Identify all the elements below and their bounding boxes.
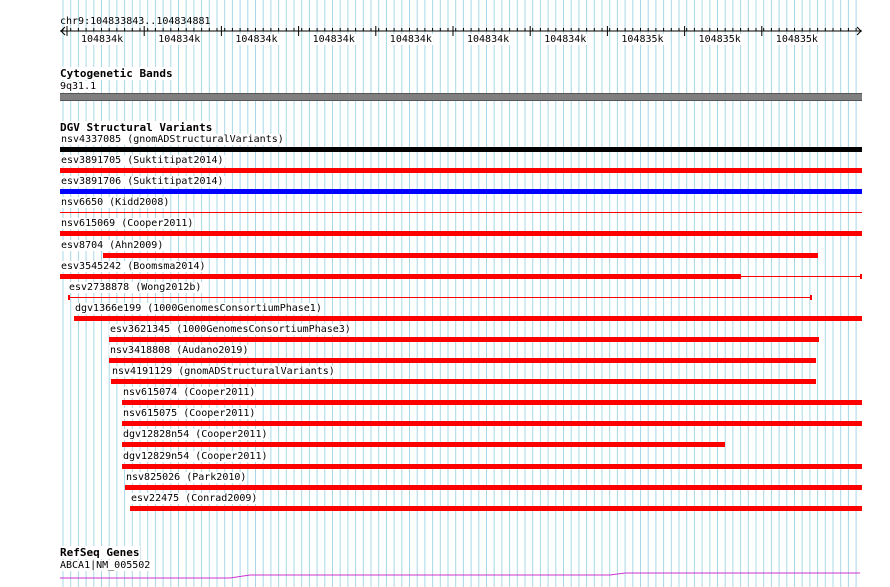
variant-label: esv3891706 (Suktitipat2014) — [61, 176, 224, 188]
ruler-tick-label: 104834k — [544, 34, 587, 45]
variant-label: dgv12828n54 (Cooper2011) — [123, 429, 268, 441]
variant-label: nsv6650 (Kidd2008) — [61, 197, 170, 209]
variant-label: nsv615069 (Cooper2011) — [61, 218, 194, 230]
variant-cap — [860, 274, 862, 279]
ruler-tick-label: 104834k — [389, 34, 432, 45]
variant-label: dgv12829n54 (Cooper2011) — [123, 450, 268, 462]
variant-label: nsv615074 (Cooper2011) — [123, 387, 256, 399]
variant-bar[interactable] — [109, 337, 819, 342]
variant-label: esv8704 (Ahn2009) — [61, 239, 164, 251]
cytoband-bar[interactable] — [60, 93, 862, 101]
variant-cap — [68, 295, 70, 300]
cytoband-title: Cytogenetic Bands — [60, 67, 173, 80]
variant-bar[interactable] — [68, 297, 812, 298]
variant-bar[interactable] — [60, 212, 862, 213]
ruler-tick-label: 104834k — [312, 34, 355, 45]
cytoband-label: 9q31.1 — [60, 81, 97, 92]
variant-bar[interactable] — [60, 189, 862, 194]
variant-label: nsv615075 (Cooper2011) — [123, 408, 256, 420]
variant-bar[interactable] — [111, 379, 816, 384]
variant-label: nsv3418808 (Audano2019) — [110, 345, 249, 356]
variant-label: esv3891705 (Suktitipat2014) — [61, 155, 224, 167]
variant-cap — [60, 274, 62, 279]
ruler-tick-label: 104834k — [81, 34, 124, 45]
ruler-tick-label: 104835k — [775, 34, 818, 45]
ruler-tick-label: 104834k — [235, 34, 278, 45]
refseq-gene-line[interactable] — [0, 570, 890, 580]
ruler-axis — [0, 26, 890, 40]
variant-bar[interactable] — [122, 400, 862, 405]
refseq-title: RefSeq Genes — [60, 546, 140, 559]
variant-bar[interactable] — [74, 316, 862, 321]
variant-label: esv3545242 (Boomsma2014) — [61, 260, 206, 272]
dgv-title: DGV Structural Variants — [60, 121, 213, 134]
variant-bar[interactable] — [122, 421, 862, 426]
variant-bar[interactable] — [60, 147, 862, 152]
variant-label: nsv4191129 (gnomADStructuralVariants) — [112, 366, 335, 378]
variant-label: esv2738878 (Wong2012b) — [69, 281, 202, 293]
variant-bar[interactable] — [103, 253, 818, 258]
ruler-tick-label: 104834k — [158, 34, 201, 45]
variant-bar[interactable] — [122, 464, 862, 469]
variant-bar[interactable] — [60, 231, 862, 236]
variant-bar[interactable] — [109, 358, 816, 363]
ruler-tick-label: 104835k — [698, 34, 741, 45]
ruler-tick-label: 104834k — [467, 34, 510, 45]
variant-label: nsv825026 (Park2010) — [126, 471, 247, 483]
variant-bar-tail[interactable] — [741, 276, 862, 277]
variant-label: esv3621345 (1000GenomesConsortiumPhase3) — [110, 323, 351, 335]
variant-cap — [810, 295, 812, 300]
ruler-tick-label: 104835k — [621, 34, 664, 45]
location-label: chr9:104833843..104834881 — [60, 16, 211, 27]
variant-bar[interactable] — [60, 168, 862, 173]
variant-bar[interactable] — [122, 442, 725, 447]
refseq-gene-label[interactable]: ABCA1|NM_005502 — [60, 560, 151, 571]
variant-bar[interactable] — [130, 506, 862, 511]
variant-label: nsv4337085 (gnomADStructuralVariants) — [61, 134, 284, 145]
variant-bar[interactable] — [125, 485, 862, 490]
variant-label: esv22475 (Conrad2009) — [131, 492, 258, 504]
variant-label: dgv1366e199 (1000GenomesConsortiumPhase1) — [75, 302, 322, 314]
variant-bar[interactable] — [60, 274, 741, 279]
